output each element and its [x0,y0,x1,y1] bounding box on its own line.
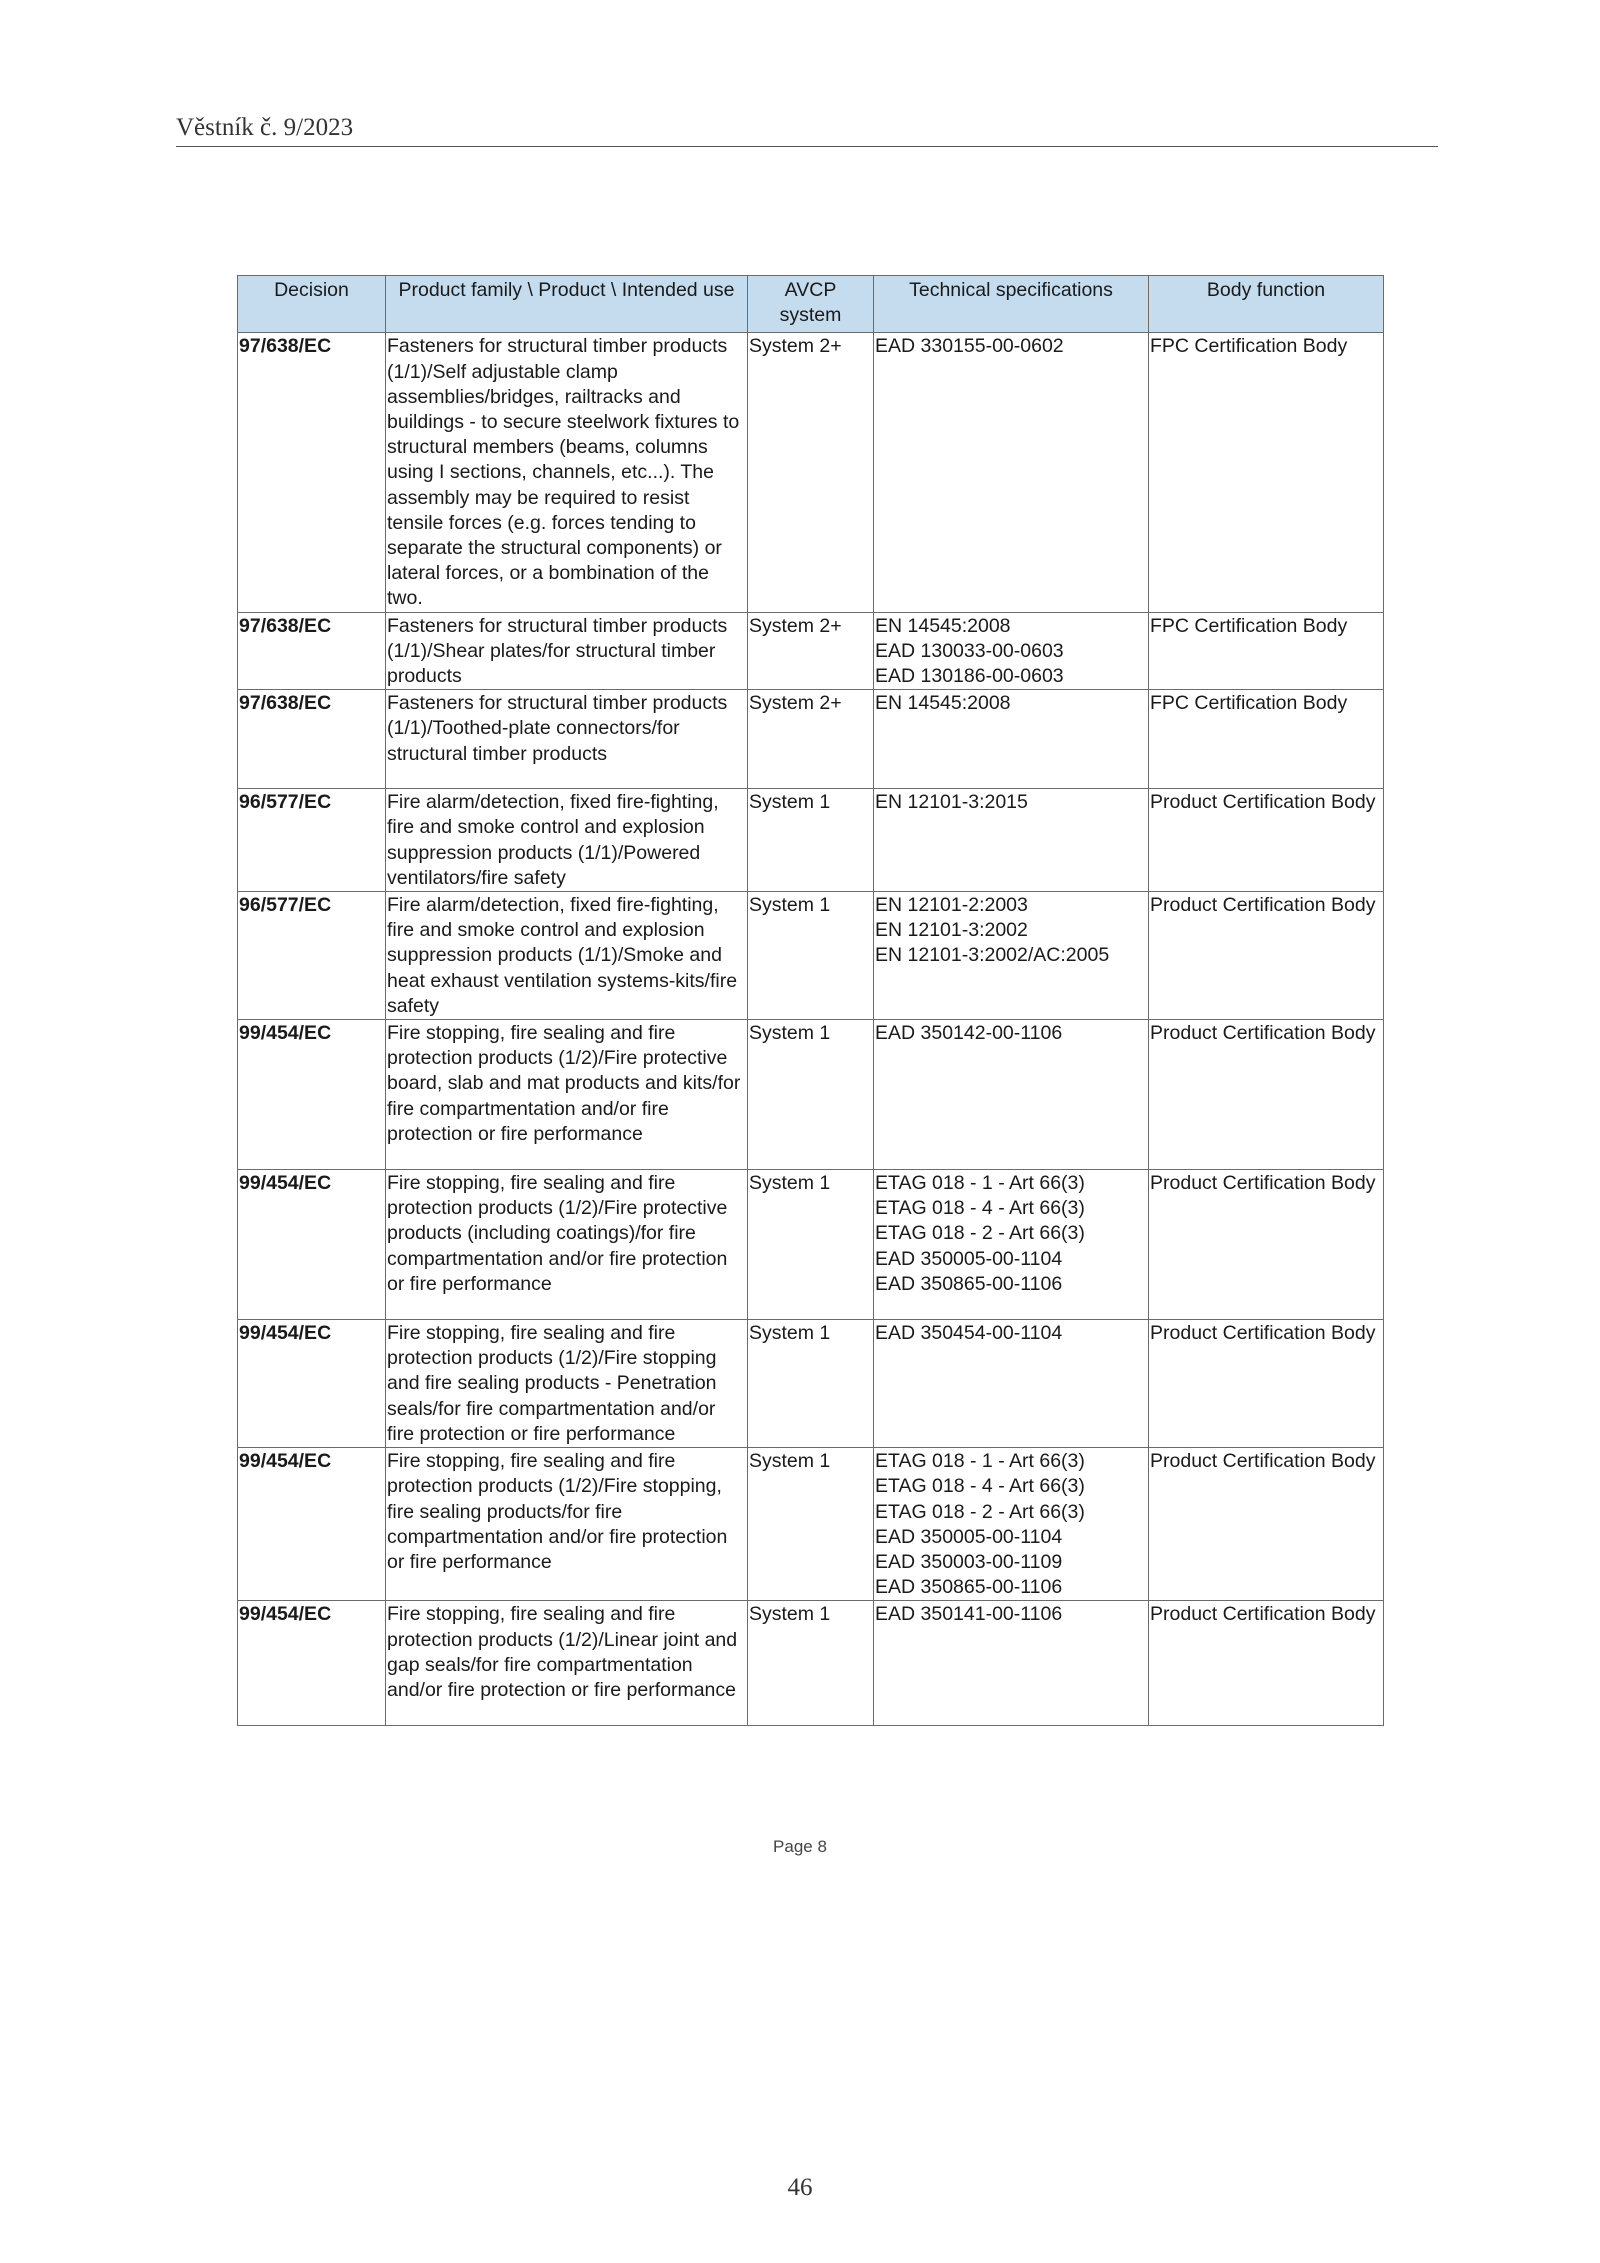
body-cell: Product Certification Body [1149,1170,1384,1320]
product-cell: Fire stopping, fire sealing and fire protection products (1/2)/Fire stopping, fire sealing products/for fire compartmentation and/or fire protection or fire performance [386,1448,748,1601]
spec-line: EAD 330155-00-0602 [875,335,1064,358]
decision-cell: 99/454/EC [238,1601,386,1726]
body-cell: FPC Certification Body [1149,690,1384,789]
table-header-row [238,276,1384,333]
avcp-cell: System 1 [748,1020,874,1170]
spec-line: ETAG 018 - 4 - Art 66(3) [875,1475,1085,1498]
body-cell: Product Certification Body [1149,1601,1384,1726]
decision-cell: 99/454/EC [238,1320,386,1448]
table-row [238,789,1384,892]
body-cell: Product Certification Body [1149,789,1384,892]
spec-line: ETAG 018 - 2 - Art 66(3) [875,1222,1085,1245]
table-row [238,1601,1384,1726]
specs-cell [874,789,1149,892]
table-row [238,1320,1384,1448]
product-cell: Fasteners for structural timber products (1/1)/Shear plates/for structural timber products [386,612,748,690]
body-cell: Product Certification Body [1149,892,1384,1020]
table-row [238,1170,1384,1320]
header-body: Body function [1149,276,1384,333]
spec-line: EAD 350005-00-1104 [875,1525,1063,1548]
table-row [238,333,1384,612]
page-label: Page 8 [773,1837,827,1856]
spec-line: ETAG 018 - 1 - Art 66(3) [875,1172,1085,1195]
avcp-cell: System 1 [748,1601,874,1726]
spec-line: EAD 350003-00-1109 [875,1550,1063,1573]
specs-cell [874,1170,1149,1320]
product-cell: Fire alarm/detection, fixed fire-fighting, fire and smoke control and explosion suppression products (1/1)/Smoke and heat exhaust ventilation systems-kits/fire safety [386,892,748,1020]
decision-cell: 99/454/EC [238,1170,386,1320]
table-row [238,892,1384,1020]
decision-cell: 99/454/EC [238,1448,386,1601]
decision-cell: 97/638/EC [238,333,386,612]
avcp-cell: System 1 [748,892,874,1020]
avcp-cell: System 1 [748,789,874,892]
spec-line: EN 14545:2008 [875,614,1011,637]
decision-cell: 97/638/EC [238,612,386,690]
header-decision: Decision [238,276,386,333]
spec-line: EN 12101-3:2002/AC:2005 [875,944,1110,967]
header-rule [176,146,1438,147]
specs-cell [874,1020,1149,1170]
spec-line: EN 14545:2008 [875,692,1011,715]
decision-cell: 99/454/EC [238,1020,386,1170]
product-cell: Fasteners for structural timber products (1/1)/Self adjustable clamp assemblies/bridges, railtracks and buildings - to secure steelwork fixtures to structural members (beams, columns using I sections, channels, etc...). The assembly may be required to resist tensile forces (e.g. forces tending to separate the structural components) or lateral forces, or a bombination of the two. [386,333,748,612]
body-cell: Product Certification Body [1149,1020,1384,1170]
spec-line: EAD 350142-00-1106 [875,1022,1063,1045]
spec-line: EAD 350141-00-1106 [875,1603,1063,1626]
body-cell: FPC Certification Body [1149,333,1384,612]
spec-line: EAD 350454-00-1104 [875,1322,1063,1345]
header-specs: Technical specifications [874,276,1149,333]
spec-line: EAD 130186-00-0603 [875,665,1064,688]
product-cell: Fire alarm/detection, fixed fire-fighting, fire and smoke control and explosion suppression products (1/1)/Powered ventilators/fire safety [386,789,748,892]
avcp-cell: System 1 [748,1170,874,1320]
spec-line: EN 12101-2:2003 [875,894,1028,917]
spec-line: ETAG 018 - 2 - Art 66(3) [875,1500,1085,1523]
specs-cell [874,612,1149,690]
product-cell: Fire stopping, fire sealing and fire protection products (1/2)/Fire stopping and fire sealing products - Penetration seals/for fire compartmentation and/or fire protection or fire performance [386,1320,748,1448]
table-row [238,1448,1384,1601]
avcp-cell: System 1 [748,1448,874,1601]
specs-cell [874,1320,1149,1448]
decision-cell: 96/577/EC [238,789,386,892]
decisions-table-wrapper [237,275,1383,1726]
spec-line: ETAG 018 - 4 - Art 66(3) [875,1197,1085,1220]
specs-cell [874,1448,1149,1601]
avcp-cell: System 1 [748,1320,874,1448]
table-row [238,1020,1384,1170]
spec-line: ETAG 018 - 1 - Art 66(3) [875,1450,1085,1473]
running-head: Věstník č. 9/2023 [176,114,354,141]
specs-cell [874,333,1149,612]
header-avcp: AVCP system [748,276,874,333]
body-cell: Product Certification Body [1149,1448,1384,1601]
product-cell: Fire stopping, fire sealing and fire protection products (1/2)/Fire protective products (including coatings)/for fire compartmentation and/or fire protection or fire performance [386,1170,748,1320]
specs-cell [874,1601,1149,1726]
avcp-cell: System 2+ [748,333,874,612]
spec-line: EAD 350865-00-1106 [875,1576,1063,1599]
spec-line: EN 12101-3:2002 [875,919,1028,942]
spec-line: EAD 130033-00-0603 [875,639,1064,662]
avcp-cell: System 2+ [748,690,874,789]
decisions-table [237,275,1384,1726]
header-product: Product family \ Product \ Intended use [386,276,748,333]
table-row [238,612,1384,690]
avcp-cell: System 2+ [748,612,874,690]
specs-cell [874,690,1149,789]
spec-line: EAD 350865-00-1106 [875,1272,1063,1295]
body-cell: Product Certification Body [1149,1320,1384,1448]
specs-cell [874,892,1149,1020]
product-cell: Fire stopping, fire sealing and fire protection products (1/2)/Fire protective board, slab and mat products and kits/for fire compartmentation and/or fire protection or fire performance [386,1020,748,1170]
decision-cell: 97/638/EC [238,690,386,789]
decision-cell: 96/577/EC [238,892,386,1020]
spec-line: EAD 350005-00-1104 [875,1247,1063,1270]
product-cell: Fire stopping, fire sealing and fire protection products (1/2)/Linear joint and gap seals/for fire compartmentation and/or fire protection or fire performance [386,1601,748,1726]
body-cell: FPC Certification Body [1149,612,1384,690]
table-row [238,690,1384,789]
page-number: 46 [787,2174,813,2201]
spec-line: EN 12101-3:2015 [875,791,1028,814]
product-cell: Fasteners for structural timber products (1/1)/Toothed-plate connectors/for structural timber products [386,690,748,789]
